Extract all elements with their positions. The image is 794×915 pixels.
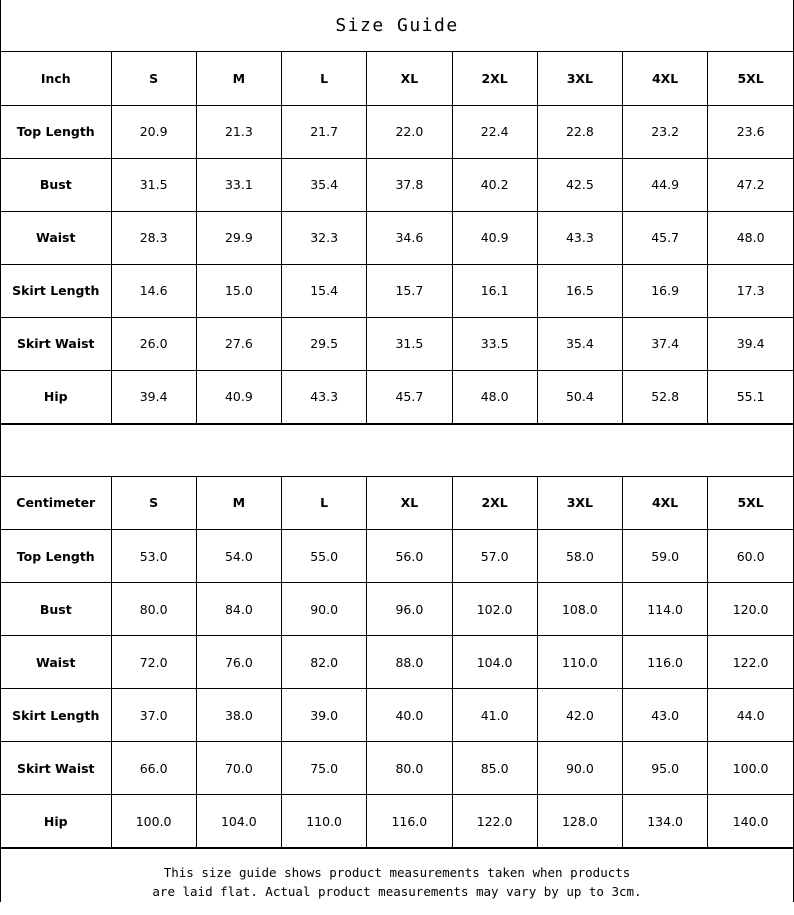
- table-row: [1, 105, 793, 158]
- cell: 35.4: [537, 317, 622, 370]
- unit-label-inch: Inch: [1, 52, 111, 105]
- cell: 37.0: [111, 689, 196, 742]
- cell: 48.0: [452, 370, 537, 423]
- cell: 75.0: [282, 742, 367, 795]
- size-col-s: S: [111, 477, 196, 530]
- cell: 37.8: [367, 158, 452, 211]
- cell: 23.6: [708, 105, 793, 158]
- cell: 66.0: [111, 742, 196, 795]
- cell: 134.0: [623, 795, 708, 848]
- cell: 128.0: [537, 795, 622, 848]
- size-col-4xl: 4XL: [623, 52, 708, 105]
- cell: 53.0: [111, 530, 196, 583]
- cell: 44.9: [623, 158, 708, 211]
- cell: 23.2: [623, 105, 708, 158]
- cell: 110.0: [537, 636, 622, 689]
- size-col-5xl: 5XL: [708, 477, 793, 530]
- cell: 20.9: [111, 105, 196, 158]
- cell: 31.5: [367, 317, 452, 370]
- row-label: Bust: [1, 583, 111, 636]
- row-label: Skirt Length: [1, 264, 111, 317]
- cell: 82.0: [282, 636, 367, 689]
- table-row: [1, 370, 793, 423]
- row-label: Skirt Waist: [1, 742, 111, 795]
- cell: 88.0: [367, 636, 452, 689]
- title-bar: [1, 0, 793, 52]
- cell: 104.0: [452, 636, 537, 689]
- size-table-centimeter-header: [1, 477, 793, 530]
- cell: 15.4: [282, 264, 367, 317]
- size-table-centimeter: [1, 477, 793, 849]
- cell: 55.1: [708, 370, 793, 423]
- cell: 29.5: [282, 317, 367, 370]
- cell: 45.7: [623, 211, 708, 264]
- size-col-2xl: 2XL: [452, 477, 537, 530]
- size-table-inch-header: [1, 52, 793, 105]
- cell: 40.9: [196, 370, 281, 423]
- cell: 21.7: [282, 105, 367, 158]
- cell: 54.0: [196, 530, 281, 583]
- cell: 16.1: [452, 264, 537, 317]
- table-row: [1, 583, 793, 636]
- row-label: Skirt Waist: [1, 317, 111, 370]
- cell: 95.0: [623, 742, 708, 795]
- page-title: Size Guide: [335, 15, 459, 36]
- cell: 100.0: [111, 795, 196, 848]
- cell: 35.4: [282, 158, 367, 211]
- row-label: Waist: [1, 211, 111, 264]
- cell: 84.0: [196, 583, 281, 636]
- cell: 90.0: [537, 742, 622, 795]
- cell: 32.3: [282, 211, 367, 264]
- cell: 102.0: [452, 583, 537, 636]
- row-label: Waist: [1, 636, 111, 689]
- cell: 41.0: [452, 689, 537, 742]
- cell: 39.4: [111, 370, 196, 423]
- cell: 70.0: [196, 742, 281, 795]
- table-row: [1, 264, 793, 317]
- cell: 108.0: [537, 583, 622, 636]
- size-col-l: L: [282, 52, 367, 105]
- table-row: [1, 742, 793, 795]
- cell: 31.5: [111, 158, 196, 211]
- cell: 59.0: [623, 530, 708, 583]
- cell: 104.0: [196, 795, 281, 848]
- cell: 22.8: [537, 105, 622, 158]
- cell: 40.0: [367, 689, 452, 742]
- cell: 52.8: [623, 370, 708, 423]
- cell: 58.0: [537, 530, 622, 583]
- table-row: [1, 689, 793, 742]
- row-label: Bust: [1, 158, 111, 211]
- row-label: Hip: [1, 370, 111, 423]
- size-col-4xl: 4XL: [623, 477, 708, 530]
- cell: 80.0: [367, 742, 452, 795]
- cell: 43.3: [537, 211, 622, 264]
- table-separator: [1, 424, 793, 477]
- cell: 33.1: [196, 158, 281, 211]
- cell: 72.0: [111, 636, 196, 689]
- unit-label-centimeter: Centimeter: [1, 477, 111, 530]
- size-table-inch-body: [1, 105, 793, 423]
- size-table-centimeter-body: [1, 530, 793, 848]
- size-col-5xl: 5XL: [708, 52, 793, 105]
- cell: 33.5: [452, 317, 537, 370]
- cell: 15.7: [367, 264, 452, 317]
- cell: 28.3: [111, 211, 196, 264]
- cell: 85.0: [452, 742, 537, 795]
- cell: 90.0: [282, 583, 367, 636]
- footer-note: [1, 848, 793, 915]
- cell: 14.6: [111, 264, 196, 317]
- cell: 60.0: [708, 530, 793, 583]
- cell: 26.0: [111, 317, 196, 370]
- cell: 122.0: [708, 636, 793, 689]
- cell: 27.6: [196, 317, 281, 370]
- row-label: Top Length: [1, 530, 111, 583]
- cell: 22.0: [367, 105, 452, 158]
- cell: 114.0: [623, 583, 708, 636]
- cell: 15.0: [196, 264, 281, 317]
- size-col-3xl: 3XL: [537, 52, 622, 105]
- table-row: [1, 317, 793, 370]
- size-col-l: L: [282, 477, 367, 530]
- cell: 37.4: [623, 317, 708, 370]
- cell: 40.9: [452, 211, 537, 264]
- cell: 43.3: [282, 370, 367, 423]
- footer-line-2: are laid flat. Actual product measurements may vary by up to 3cm.: [152, 884, 642, 899]
- size-col-3xl: 3XL: [537, 477, 622, 530]
- cell: 122.0: [452, 795, 537, 848]
- cell: 140.0: [708, 795, 793, 848]
- cell: 116.0: [367, 795, 452, 848]
- size-col-s: S: [111, 52, 196, 105]
- cell: 100.0: [708, 742, 793, 795]
- table-row: [1, 795, 793, 848]
- size-col-m: M: [196, 52, 281, 105]
- cell: 42.0: [537, 689, 622, 742]
- cell: 80.0: [111, 583, 196, 636]
- row-label: Skirt Length: [1, 689, 111, 742]
- cell: 116.0: [623, 636, 708, 689]
- size-col-2xl: 2XL: [452, 52, 537, 105]
- cell: 96.0: [367, 583, 452, 636]
- cell: 16.9: [623, 264, 708, 317]
- cell: 57.0: [452, 530, 537, 583]
- cell: 22.4: [452, 105, 537, 158]
- size-col-xl: XL: [367, 52, 452, 105]
- cell: 47.2: [708, 158, 793, 211]
- cell: 45.7: [367, 370, 452, 423]
- cell: 39.0: [282, 689, 367, 742]
- table-header-row: [1, 52, 793, 105]
- cell: 29.9: [196, 211, 281, 264]
- footer-line-1: This size guide shows product measurements taken when products: [163, 865, 631, 880]
- cell: 56.0: [367, 530, 452, 583]
- table-header-row: [1, 477, 793, 530]
- cell: 34.6: [367, 211, 452, 264]
- cell: 120.0: [708, 583, 793, 636]
- cell: 40.2: [452, 158, 537, 211]
- cell: 55.0: [282, 530, 367, 583]
- cell: 38.0: [196, 689, 281, 742]
- size-col-xl: XL: [367, 477, 452, 530]
- size-col-m: M: [196, 477, 281, 530]
- cell: 48.0: [708, 211, 793, 264]
- cell: 44.0: [708, 689, 793, 742]
- cell: 16.5: [537, 264, 622, 317]
- cell: 42.5: [537, 158, 622, 211]
- row-label: Hip: [1, 795, 111, 848]
- cell: 21.3: [196, 105, 281, 158]
- cell: 43.0: [623, 689, 708, 742]
- cell: 76.0: [196, 636, 281, 689]
- cell: 50.4: [537, 370, 622, 423]
- cell: 17.3: [708, 264, 793, 317]
- table-row: [1, 530, 793, 583]
- table-row: [1, 636, 793, 689]
- cell: 39.4: [708, 317, 793, 370]
- cell: 110.0: [282, 795, 367, 848]
- table-row: [1, 211, 793, 264]
- row-label: Top Length: [1, 105, 111, 158]
- size-table-inch: [1, 52, 793, 424]
- table-row: [1, 158, 793, 211]
